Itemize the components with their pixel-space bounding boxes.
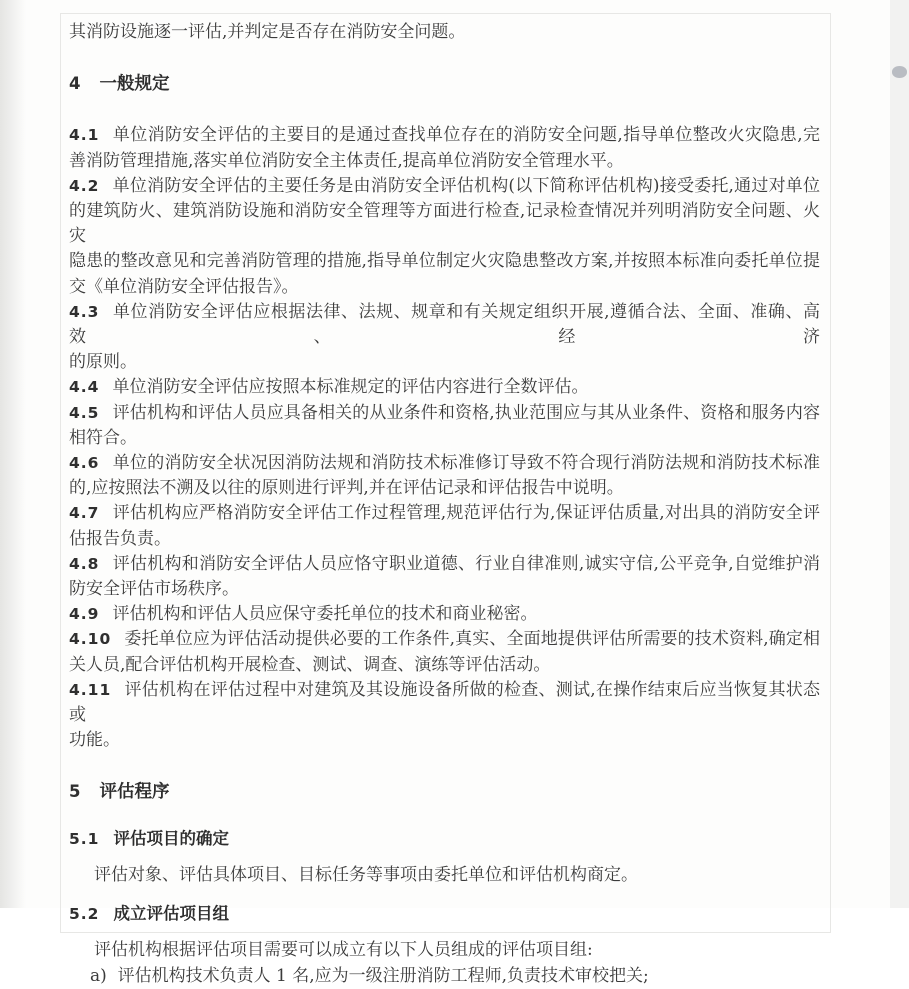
clause-number: 4.1 bbox=[69, 126, 100, 145]
line-text: 防安全评估市场秩序。 bbox=[69, 579, 239, 600]
heading-line bbox=[69, 826, 820, 852]
text-line bbox=[69, 627, 820, 652]
line-text: 功能。 bbox=[69, 730, 120, 751]
text-line bbox=[69, 938, 820, 963]
heading-line bbox=[69, 901, 820, 927]
text-line bbox=[69, 653, 820, 678]
text-line bbox=[69, 602, 820, 627]
line-text: 成立评估项目组 bbox=[113, 904, 229, 924]
line-text: 其消防设施逐一评估,并判定是否存在消防安全问题。 bbox=[69, 22, 466, 42]
text-line bbox=[69, 678, 820, 728]
text-line bbox=[69, 149, 820, 174]
text-line bbox=[69, 401, 820, 426]
text-line bbox=[69, 300, 820, 350]
page-left-edge-shadow bbox=[0, 0, 26, 908]
clause-number: 4 bbox=[69, 74, 82, 94]
text-line bbox=[69, 199, 820, 249]
text-line bbox=[69, 426, 820, 451]
line-text: 交《单位消防安全评估报告》。 bbox=[69, 276, 299, 297]
scrollbar-track[interactable] bbox=[890, 0, 909, 908]
line-text: 评估项目的确定 bbox=[113, 828, 229, 848]
clause-number: 5.2 bbox=[69, 905, 100, 924]
clause-number: 4.11 bbox=[69, 680, 112, 699]
clause-number: 4.4 bbox=[69, 378, 100, 397]
heading-line bbox=[69, 779, 820, 805]
line-text: 委托单位应为评估活动提供必要的工作条件,真实、全面地提供评估所需要的技术资料,确定相 bbox=[124, 629, 820, 650]
line-text: 估报告负责。 bbox=[69, 528, 171, 549]
line-text: 的,应按照法不溯及以往的原则进行评判,并在评估记录和评估报告中说明。 bbox=[69, 478, 624, 499]
line-text: 评估机构应严格消防安全评估工作过程管理,规范评估行为,保证评估质量,对出具的消防安全评 bbox=[112, 503, 820, 524]
text-line bbox=[69, 350, 820, 375]
scrollbar-thumb[interactable] bbox=[892, 66, 907, 78]
text-line bbox=[69, 476, 820, 501]
line-text: 单位消防安全评估应根据法律、法规、规章和有关规定组织开展,遵循合法、全面、准确、高效、经济 bbox=[69, 301, 820, 348]
line-text: 单位消防安全评估应按照本标准规定的评估内容进行全数评估。 bbox=[112, 377, 589, 398]
line-text: 单位的消防安全状况因消防法规和消防技术标准修订导致不符合现行消防法规和消防技术标准 bbox=[112, 453, 820, 474]
line-text: a) 评估机构技术负责人 1 名,应为一级注册消防工程师,负责技术审校把关; bbox=[90, 965, 649, 986]
line-text: 单位消防安全评估的主要目的是通过查找单位存在的消防安全问题,指导单位整改火灾隐患,完 bbox=[112, 125, 820, 146]
text-line bbox=[69, 375, 820, 400]
clause-number: 4.9 bbox=[69, 605, 100, 624]
line-text: 的原则。 bbox=[69, 352, 137, 373]
clause-number: 5 bbox=[69, 782, 82, 802]
clause-number: 4.6 bbox=[69, 454, 100, 473]
text-line bbox=[69, 552, 820, 577]
line-text: 相符合。 bbox=[69, 427, 137, 448]
text-line bbox=[69, 451, 820, 476]
line-text: 单位消防安全评估的主要任务是由消防安全评估机构(以下简称评估机构)接受委托,通过对单位 bbox=[112, 175, 820, 196]
clause-number: 4.10 bbox=[69, 630, 112, 649]
text-line bbox=[69, 964, 820, 989]
text-line bbox=[69, 863, 820, 888]
text-line bbox=[69, 123, 820, 148]
line-text: 一般规定 bbox=[99, 74, 170, 95]
line-text: 评估机构和评估人员应具备相关的从业条件和资格,执业范围应与其从业条件、资格和服务内容 bbox=[112, 402, 820, 423]
text-line bbox=[69, 577, 820, 602]
line-text: 评估机构根据评估项目需要可以成立有以下人员组成的评估项目组: bbox=[94, 940, 593, 961]
document-text bbox=[69, 0, 820, 989]
line-text: 评估程序 bbox=[99, 782, 170, 803]
text-line bbox=[69, 20, 820, 45]
line-text: 评估对象、评估具体项目、目标任务等事项由委托单位和评估机构商定。 bbox=[94, 864, 638, 885]
clause-number: 4.2 bbox=[69, 176, 100, 195]
line-text: 评估机构和评估人员应保守委托单位的技术和商业秘密。 bbox=[112, 604, 538, 625]
text-line bbox=[69, 527, 820, 552]
line-text: 的建筑防火、建筑消防设施和消防安全管理等方面进行检查,记录检查情况并列明消防安全问题、火灾 bbox=[69, 201, 820, 247]
text-line bbox=[69, 275, 820, 300]
text-line bbox=[69, 174, 820, 199]
clause-number: 4.7 bbox=[69, 504, 100, 523]
text-line bbox=[69, 728, 820, 753]
line-text: 隐患的整改意见和完善消防管理的措施,指导单位制定火灾隐患整改方案,并按照本标准向委托单位提 bbox=[69, 251, 820, 272]
clause-number: 5.1 bbox=[69, 829, 100, 848]
line-text: 善消防管理措施,落实单位消防安全主体责任,提高单位消防安全管理水平。 bbox=[69, 150, 624, 171]
clause-number: 4.3 bbox=[69, 302, 100, 321]
text-line bbox=[69, 249, 820, 274]
heading-line bbox=[69, 71, 820, 97]
line-text: 关人员,配合评估机构开展检查、测试、调查、演练等评估活动。 bbox=[69, 654, 551, 675]
clause-number: 4.5 bbox=[69, 403, 100, 422]
clause-number: 4.8 bbox=[69, 554, 100, 573]
text-line bbox=[69, 501, 820, 526]
line-text: 评估机构和消防安全评估人员应恪守职业道德、行业自律准则,诚实守信,公平竞争,自觉维护消 bbox=[112, 553, 820, 574]
line-text: 评估机构在评估过程中对建筑及其设施设备所做的检查、测试,在操作结束后应当恢复其状态或 bbox=[69, 679, 820, 726]
